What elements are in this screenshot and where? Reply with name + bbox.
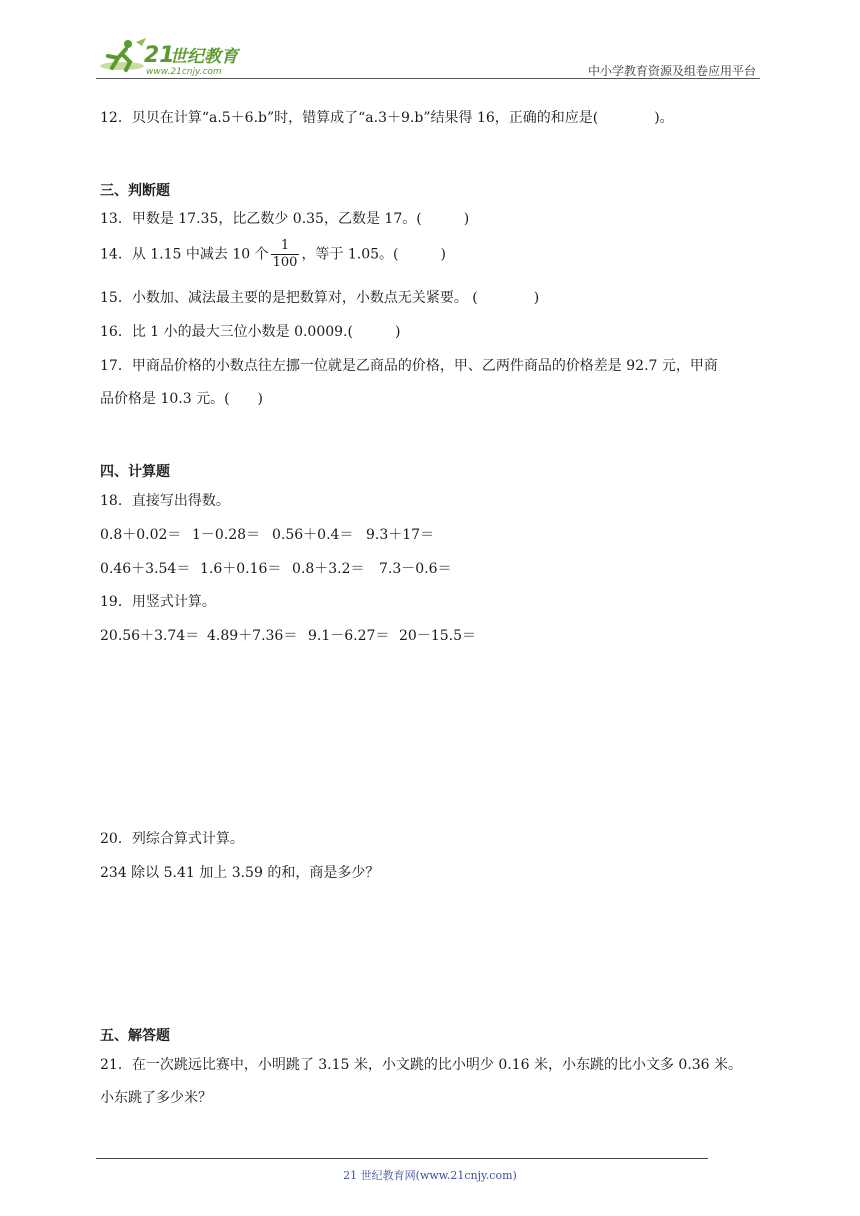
q19-item-2: 4.89＋7.36＝	[207, 628, 298, 644]
q18-row-2-item-1: 0.46＋3.54＝	[100, 561, 191, 577]
q18-row-1-item-3: 0.56＋0.4＝	[272, 527, 354, 543]
fraction-denominator: 100	[272, 255, 298, 270]
question-15: 15．小数加、减法最主要的是把数算对，小数点无关紧要。 ( )	[100, 290, 540, 306]
fraction-numerator: 1	[271, 238, 300, 255]
q19-item-3: 9.1－6.27＝	[308, 628, 390, 644]
question-13: 13．甲数是 17.35，比乙数少 0.35，乙数是 17。( )	[100, 211, 470, 227]
section-4-title: 四、计算题	[100, 464, 170, 480]
footer-divider	[96, 1158, 708, 1159]
header-platform-text: 中小学教育资源及组卷应用平台	[587, 64, 756, 78]
question-14-after: ，等于 1.05。( )	[301, 246, 446, 263]
svg-text:21: 21	[144, 43, 175, 68]
svg-text:世纪教育: 世纪教育	[170, 47, 238, 67]
q18-row-2-item-4: 7.3－0.6＝	[379, 561, 452, 577]
question-16: 16．比 1 小的最大三位小数是 0.0009.( )	[100, 324, 401, 340]
question-20: 20．列综合算式计算。	[100, 831, 244, 847]
question-17-line-2: 品价格是 10.3 元。( )	[100, 391, 263, 407]
section-3-title: 三、判断题	[100, 183, 170, 199]
question-14-before: 14．从 1.15 中减去 10 个	[100, 246, 269, 263]
question-17-line-1: 17．甲商品价格的小数点往左挪一位就是乙商品的价格，甲、乙两件商品的价格差是 92.7 元，甲商	[100, 358, 718, 374]
q18-row-1-item-1: 0.8＋0.02＝	[100, 527, 182, 543]
site-logo	[96, 36, 256, 78]
section-5-title: 五、解答题	[100, 1028, 170, 1044]
q18-row-2-item-2: 1.6＋0.16＝	[200, 561, 282, 577]
question-18: 18．直接写出得数。	[100, 493, 230, 509]
question-14	[100, 238, 446, 271]
fraction	[271, 238, 300, 271]
question-21-line-1: 21．在一次跳远比赛中，小明跳了 3.15 米，小文跳的比小明少 0.16 米，小东跳的比小文多 0.36 米。	[100, 1057, 743, 1073]
question-21-line-2: 小东跳了多少米？	[100, 1090, 212, 1106]
q19-item-4: 20－15.5＝	[399, 628, 476, 644]
question-12: 12．贝贝在计算“a.5＋6.b”时，错算成了“a.3＋9.b”结果得 16，正确的和应是( )。	[100, 110, 674, 126]
header-divider	[96, 78, 760, 79]
q18-row-2-item-3: 0.8＋3.2＝	[292, 561, 365, 577]
logo-url: www.21cnjy.com	[146, 67, 222, 77]
runner-logo-icon	[96, 36, 256, 78]
footer-link[interactable]: 21 世纪教育网(www.21cnjy.com)	[343, 1169, 517, 1182]
question-20-sub: 234 除以 5.41 加上 3.59 的和，商是多少？	[100, 865, 380, 881]
question-19: 19．用竖式计算。	[100, 594, 216, 610]
q18-row-1-item-2: 1－0.28＝	[192, 527, 261, 543]
q18-row-1-item-4: 9.3＋17＝	[366, 527, 435, 543]
q19-item-1: 20.56＋3.74＝	[100, 628, 200, 644]
